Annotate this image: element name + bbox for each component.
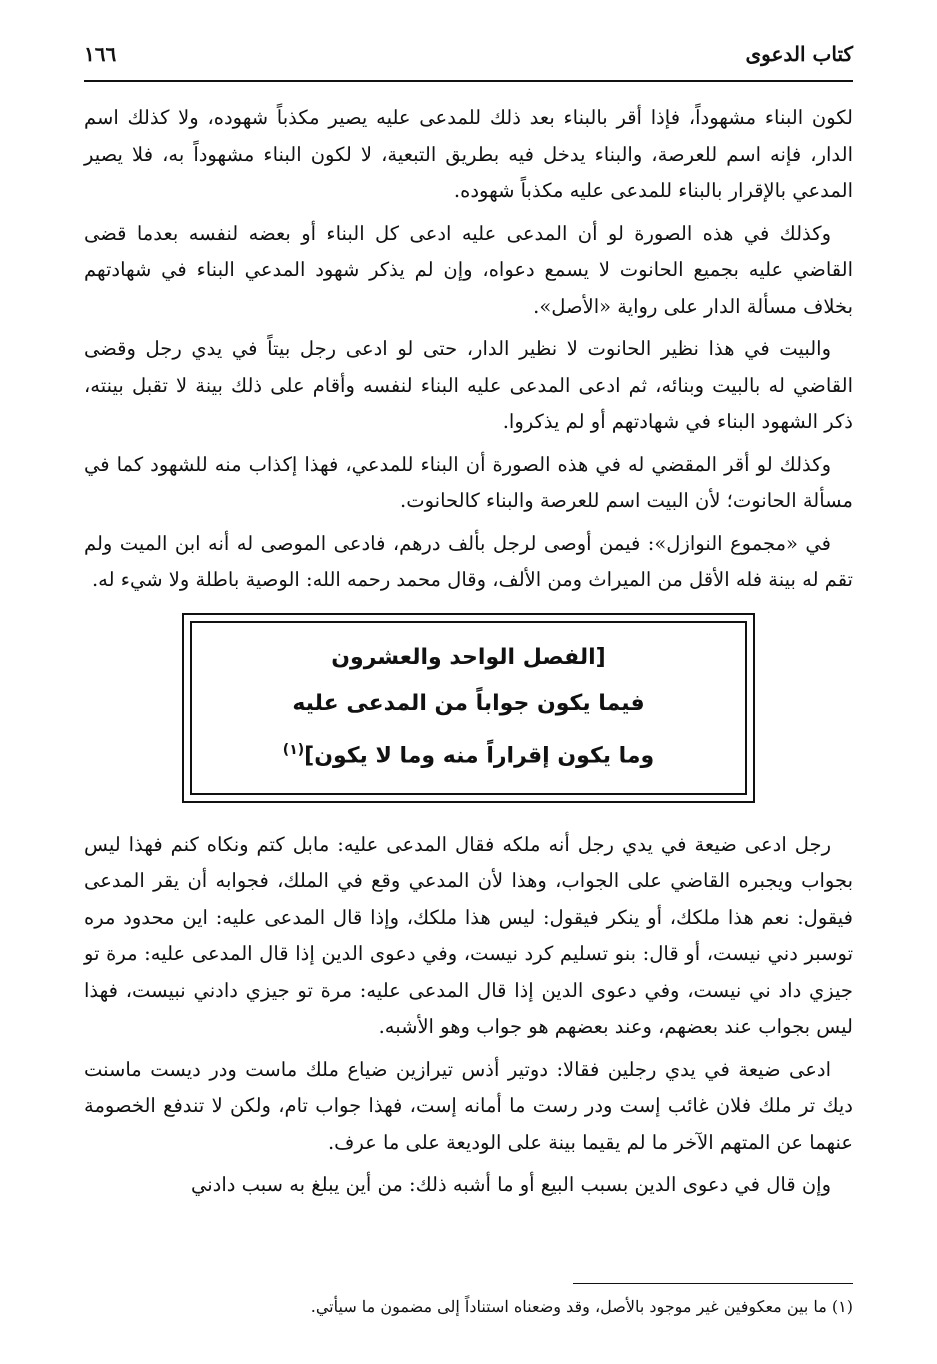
paragraph-7: ادعى ضيعة في يدي رجلين فقالا: دوتير أذس تيرازين ضياع ملك ماست ودر ديست ماسنت ديك تر ملك فلان غائب إست ودر رست ما أمانه إست، فهذا جواب تام، ولكن لا تندفع الخصومة عنهما عن المتهم الآخر ما لم يقيما بينة على الوديعة على ما عرف.: [84, 1057, 853, 1154]
paragraph-2: وكذلك في هذه الصورة لو أن المدعى عليه ادعى كل البناء أو بعضه لنفسه بعدما قضى القاضي عليه بجميع الحانوت لا يسمع دعواه، وإن لم يذكر شهود المدعي البناء في شهادتهم بخلاف مسألة الدار على رواية «الأصل».: [84, 221, 853, 318]
footnote-separator: [573, 1283, 853, 1284]
paragraph-5: في «مجموع النوازل»: فيمن أوصى لرجل بألف درهم، فادعى الموصى له أنه ابن الميت ولم تقم له بينة فله الأقل من الميراث ومن الألف، وقال محمد رحمه الله: الوصية باطلة ولا شيء له.: [84, 531, 853, 591]
footnote: (١) ما بين معكوفين غير موجود بالأصل، وقد وضعناه استناداً إلى مضمون ما سيأتي.: [310, 1297, 853, 1316]
section-title-line-3: [202, 727, 735, 779]
section-title-line-1: [الفصل الواحد والعشرون: [331, 644, 606, 670]
section-title: [190, 621, 747, 795]
section-title-line-3-text: وما يكون إقراراً منه وما لا يكون]: [304, 742, 655, 768]
page-number: ١٦٦: [84, 42, 117, 66]
paragraph-8: وإن قال في دعوى الدين بسبب البيع أو ما أشبه ذلك: من أين يبلغ به سبب دادني: [190, 1173, 831, 1197]
book-title: كتاب الدعوى: [745, 42, 853, 66]
paragraph-4: وكذلك لو أقر المقضي له في هذه الصورة أن البناء للمدعي، فهذا إكذاب منه للشهود كما في مسألة الحانوت؛ لأن البيت اسم للعرصة والبناء كالحانوت.: [84, 452, 853, 512]
page-body: [84, 100, 853, 1210]
paragraph-6: رجل ادعى ضيعة في يدي رجل أنه ملكه فقال المدعى عليه: مابل كتم ونكاه كنم فهذا ليس بجواب ويجبره القاضي على الجواب، وهذا لأن المدعي وقع في الملك، فجوابه أن يقر المدعى فيقول: نعم هذا ملكك، أو ينكر فيقول: ليس هذا ملكك، وإذا قال المدعى عليه: اين محدود مره توسبر دني نيست، أو قال: بنو تسليم كرد نيست، وفي دعوى الدين إذا قال المدعى عليه: مرة تو جيزي داد ني نيست، وفي دعوى الدين إذا قال المدعى عليه: مرة تو جيزي دادني نبيست، فهذا ليس بجواب عند بعضهم، وعند بعضهم هو جواب وهو الأشبه.: [84, 832, 853, 1039]
paragraph-3: والبيت في هذا نظير الحانوت لا نظير الدار، حتى لو ادعى رجل بيتاً في يدي رجل وقضى القاضي له بالبيت وبنائه، ثم ادعى المدعى عليه البناء لنفسه وأقام على ذلك بينة لا تقبل بينته، ذكر الشهود البناء في شهادتهم أو لم يذكروا.: [84, 337, 853, 433]
paragraph-1: لكون البناء مشهوداً، فإذا أقر بالبناء بعد ذلك للمدعى عليه يصير مكذباً شهوده، ولا كذلك اسم الدار، فإنه اسم للعرصة، والبناء يدخل فيه بطريق التبعية، لا لكون البناء مشهوداً به، فلا يصير المدعي بالإقرار بالبناء للمدعى عليه مكذباً شهوده.: [84, 106, 853, 202]
section-title-line-2: فيما يكون جواباً من المدعى عليه: [292, 690, 645, 716]
page-header: [84, 40, 853, 82]
footnote-marker: (١): [282, 741, 305, 758]
section-title-frame: [182, 613, 755, 803]
